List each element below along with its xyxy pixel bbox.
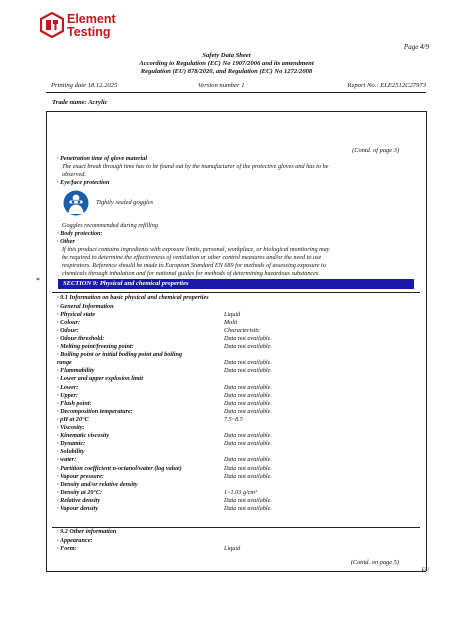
property-value: Data not available. xyxy=(224,359,272,367)
property-value: Data not available. xyxy=(224,367,272,375)
property-row xyxy=(57,537,417,545)
property-label: · Decomposition temperature: xyxy=(57,407,133,415)
property-label: · Odour: xyxy=(57,326,79,334)
other-line: If this product contains ingredients with exposure limits, personal, workplace, or biological monitoring may xyxy=(62,246,330,253)
property-row xyxy=(57,359,417,367)
glove-text-2: observed. xyxy=(62,171,86,178)
property-value: Liquid xyxy=(224,544,241,552)
property-label: · Physical state xyxy=(57,310,95,318)
property-row xyxy=(57,465,417,473)
property-row xyxy=(57,408,417,416)
property-value: Data not available. xyxy=(224,496,272,504)
property-row xyxy=(57,303,417,311)
property-value: Data not available. xyxy=(224,343,272,350)
property-value: Data not available. xyxy=(224,464,272,472)
property-label: range xyxy=(57,359,72,367)
property-label: · Vapour density xyxy=(57,505,99,512)
property-label: · Density at 20°C: xyxy=(57,488,103,496)
property-value: Data not available. xyxy=(224,505,272,512)
property-value: Data not available. xyxy=(224,391,272,399)
property-row xyxy=(57,392,417,400)
property-label: · Appearance: xyxy=(57,536,93,544)
other-line: chemicals through inhalation and for national guides for methods of determining hazardous substances. xyxy=(62,270,320,277)
property-label: · Relative density xyxy=(57,496,101,504)
regulation-line-1: According to Regulation (EC) No 1907/2006 and its amendment xyxy=(139,60,314,67)
property-label: · Boiling point or initial boiling point and boiling xyxy=(57,351,182,359)
property-value: Data not available. xyxy=(224,334,272,342)
company-logo-text xyxy=(67,13,116,39)
goggles-label: Tightly sealed goggles xyxy=(96,199,154,206)
property-value: 1~1.03 g/cm³ xyxy=(224,488,257,496)
company-logo-icon xyxy=(40,12,64,38)
continued-on-note: (Contd. on page 5) xyxy=(350,559,399,566)
property-row xyxy=(57,335,417,343)
property-label: · Form: xyxy=(57,544,77,552)
property-row xyxy=(57,545,417,553)
property-row xyxy=(57,384,417,392)
glove-text-1: The exact break through time has to be found out by the manufacturer of the protective gloves and has to be xyxy=(62,163,329,170)
page-number: Page 4/9 xyxy=(403,43,429,51)
property-value: 7.5~8.5 xyxy=(224,415,243,423)
goggles-icon xyxy=(63,190,89,216)
property-label: · General Information xyxy=(57,302,114,310)
property-row xyxy=(57,400,417,408)
property-label: · Solubility xyxy=(57,448,85,456)
body-protection-heading: · Body protection: xyxy=(57,230,103,237)
property-label: · Flammability xyxy=(57,367,95,375)
property-row xyxy=(57,424,417,432)
property-row xyxy=(57,375,417,383)
property-row xyxy=(57,505,417,513)
property-row xyxy=(57,367,417,375)
divider xyxy=(46,571,426,572)
property-label: · Viscosity: xyxy=(57,424,85,431)
property-value: Multi xyxy=(224,318,238,326)
property-value: Data not available. xyxy=(224,456,272,464)
frame-right-border xyxy=(426,111,427,571)
property-label: · Melting point/freezing point: xyxy=(57,343,134,350)
property-value: Liquid xyxy=(224,310,241,318)
property-label: · Colour: xyxy=(57,318,81,326)
frame-left-border xyxy=(46,111,47,571)
property-row xyxy=(57,327,417,335)
property-row xyxy=(57,319,417,327)
divider xyxy=(52,292,420,293)
revision-marker: * xyxy=(36,276,40,285)
property-row xyxy=(57,489,417,497)
divider xyxy=(46,92,426,93)
property-label: · Flash point: xyxy=(57,399,92,407)
property-row xyxy=(57,343,417,351)
property-label: · water: xyxy=(57,456,77,464)
other-line: respirators. Reference should be made to European Standard EN 689 for methods of assessing exposure to xyxy=(62,262,326,269)
property-label: · Vapour pressure: xyxy=(57,472,104,480)
goggles-note: Goggles recommended during refilling xyxy=(62,222,158,229)
property-label: · Density and/or relative density xyxy=(57,480,138,488)
property-label: · Kinematic viscosity xyxy=(57,432,110,440)
regulation-line-2: Regulation (EU) 878/2020, and Regulation (EC) No 1272/2008 xyxy=(140,68,313,75)
document-title: Safety Data Sheet xyxy=(202,52,251,59)
logo-line-1: Element xyxy=(67,12,116,26)
property-row xyxy=(57,473,417,481)
divider xyxy=(46,111,426,112)
property-label: · pH at 20°C xyxy=(57,415,89,423)
section-9-2-heading: · 9.2 Other information xyxy=(57,528,117,535)
property-row xyxy=(57,351,417,359)
property-row xyxy=(57,432,417,440)
property-label: · Lower: xyxy=(57,383,79,391)
continued-from-note: (Contd. of page 3) xyxy=(352,147,399,154)
property-row xyxy=(57,448,417,456)
property-label: · Odour threshold: xyxy=(57,334,105,342)
eye-protection-heading: · Eye/face protection xyxy=(57,179,110,186)
property-row xyxy=(57,497,417,505)
property-label: · Lower and upper explosion limit xyxy=(57,375,143,383)
other-heading: · Other xyxy=(57,238,75,245)
property-value: Characteristic xyxy=(224,326,260,334)
property-row xyxy=(57,481,417,489)
property-row xyxy=(57,416,417,424)
property-value: Data not available. xyxy=(224,383,272,391)
printing-date: Printing date 18.12.2025 xyxy=(51,82,118,89)
property-label: · Partition coefficient n-octanol/water (log value) xyxy=(57,464,182,472)
property-row xyxy=(57,456,417,464)
section-9-1-heading: · 9.1 Information on basic physical and chemical properties xyxy=(57,294,209,301)
other-line: be required to determine the effectiveness of ventilation or other control measures and/or the need to use xyxy=(62,254,322,261)
logo-line-2: Testing xyxy=(67,25,111,39)
property-value: Data not available. xyxy=(224,399,272,407)
property-value: Data not available. xyxy=(224,440,272,448)
property-row xyxy=(57,440,417,448)
trade-name: Trade name: Acrylic xyxy=(52,99,108,106)
property-value: Data not available. xyxy=(224,432,272,440)
glove-heading: · Penetration time of glove material xyxy=(57,155,148,162)
property-label: · Upper: xyxy=(57,391,78,399)
version-number: Version number 1 xyxy=(198,82,245,89)
section-9-title: SECTION 9: Physical and chemical properties xyxy=(58,279,414,289)
property-value: Data not available. xyxy=(224,407,272,415)
property-value: Data not available. xyxy=(224,472,272,480)
property-label: · Dynamic: xyxy=(57,440,86,448)
region-code: EU xyxy=(421,567,429,573)
report-number: Report No.: ELE2512C27973 xyxy=(347,82,426,89)
property-row xyxy=(57,311,417,319)
